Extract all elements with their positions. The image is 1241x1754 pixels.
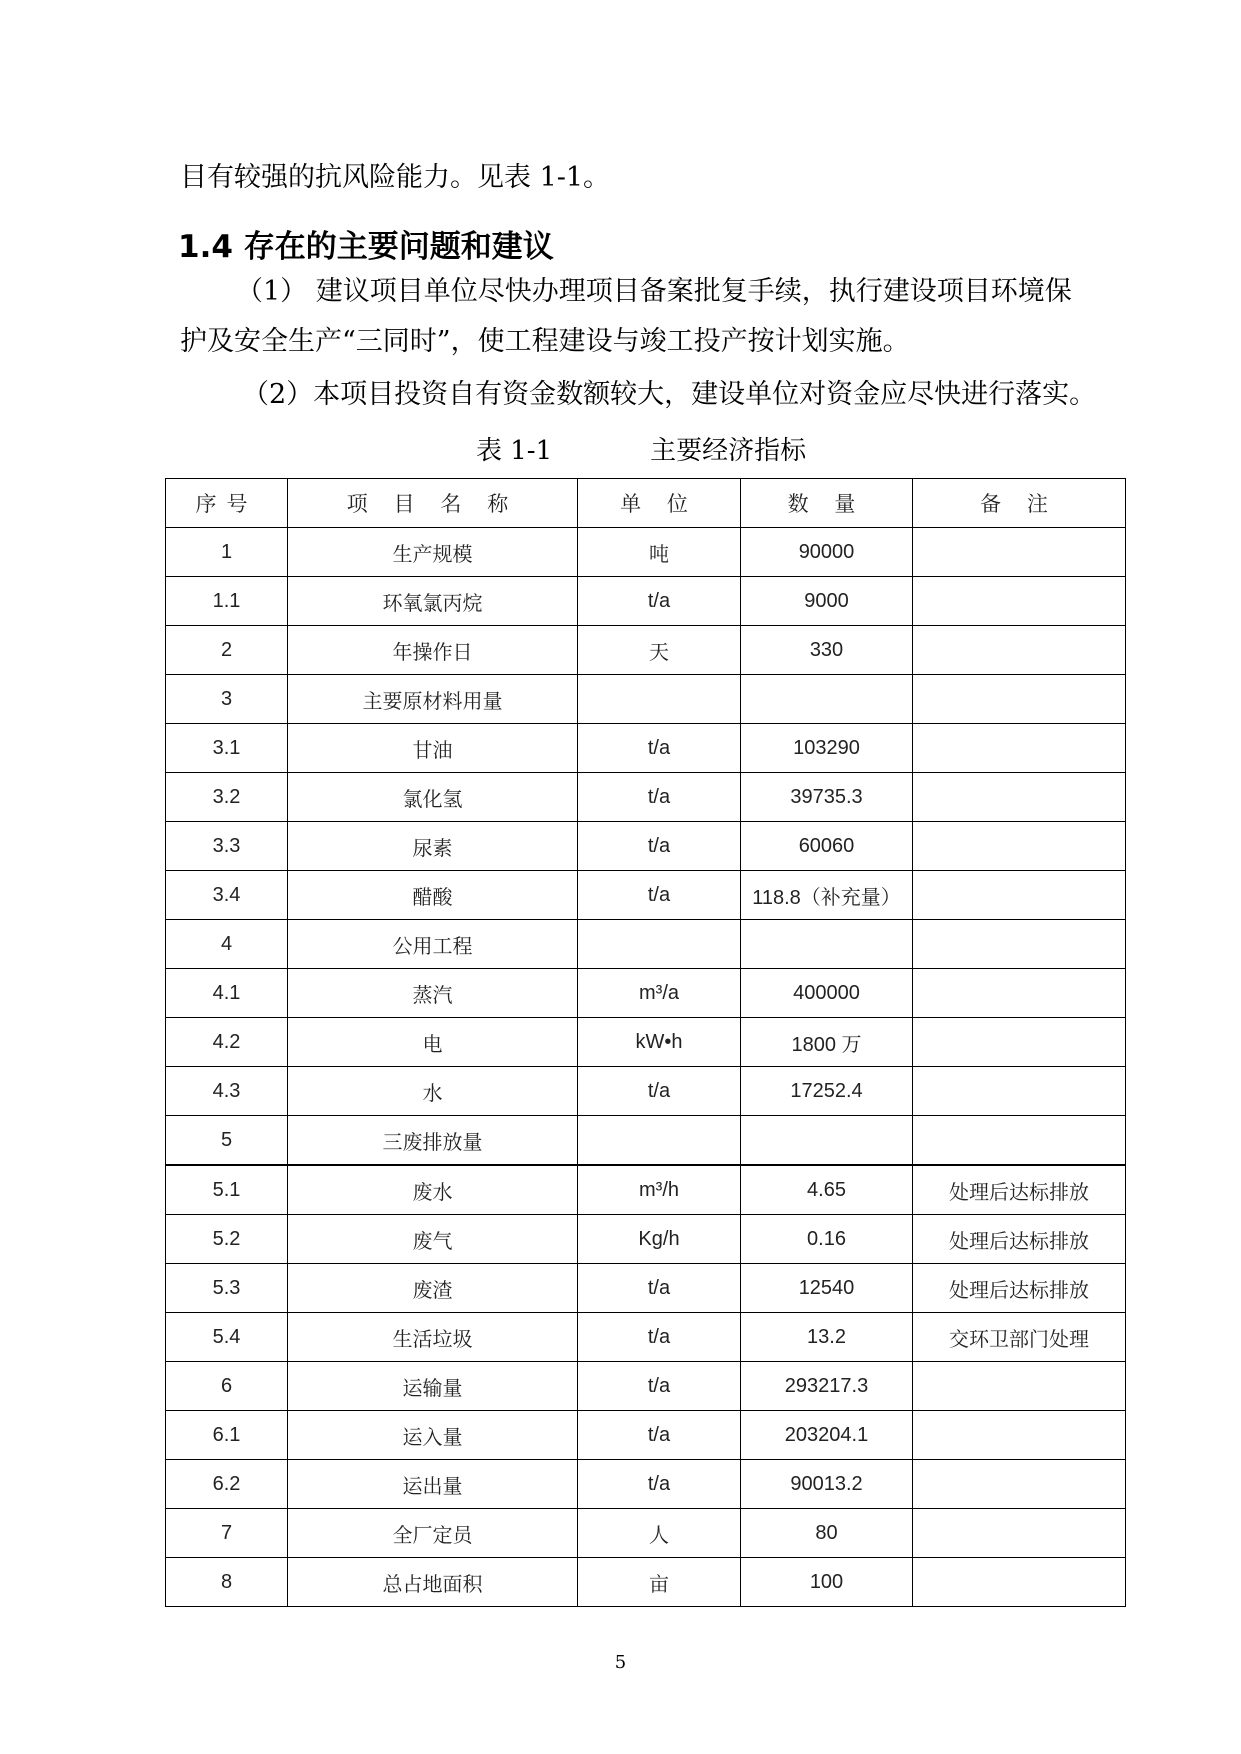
seq-cell: 8 bbox=[166, 1558, 288, 1607]
unit-cell: t/a bbox=[578, 577, 741, 626]
remark-cell bbox=[913, 1362, 1126, 1411]
seq-cell: 4.3 bbox=[166, 1067, 288, 1116]
table-row bbox=[166, 1067, 1126, 1116]
table-row bbox=[166, 577, 1126, 626]
seq-cell: 6.1 bbox=[166, 1411, 288, 1460]
item-name-cell: 生产规模 bbox=[288, 528, 578, 577]
header-cell: 项 目 名 称 bbox=[288, 479, 578, 528]
table-body bbox=[166, 479, 1126, 1607]
item-name-cell: 废水 bbox=[288, 1165, 578, 1215]
unit-cell: 亩 bbox=[578, 1558, 741, 1607]
table-row bbox=[166, 1116, 1126, 1166]
quantity-cell bbox=[741, 920, 913, 969]
item-name-cell: 主要原材料用量 bbox=[288, 675, 578, 724]
quantity-cell: 103290 bbox=[741, 724, 913, 773]
seq-cell: 1 bbox=[166, 528, 288, 577]
intro-paragraph: 目有较强的抗风险能力。见表 1-1。 bbox=[180, 162, 611, 193]
quantity-cell: 293217.3 bbox=[741, 1362, 913, 1411]
unit-cell: t/a bbox=[578, 1411, 741, 1460]
remark-cell bbox=[913, 1460, 1126, 1509]
table-row bbox=[166, 626, 1126, 675]
remark-cell bbox=[913, 1018, 1126, 1067]
seq-cell: 4.1 bbox=[166, 969, 288, 1018]
remark-cell: 处理后达标排放 bbox=[913, 1215, 1126, 1264]
header-cell: 单 位 bbox=[578, 479, 741, 528]
seq-cell: 3.1 bbox=[166, 724, 288, 773]
suggestion-2: （2）本项目投资自有资金数额较大，建设单位对资金应尽快进行落实。 bbox=[242, 379, 1097, 410]
item-name-cell: 甘油 bbox=[288, 724, 578, 773]
seq-cell: 4 bbox=[166, 920, 288, 969]
item-name-cell: 醋酸 bbox=[288, 871, 578, 920]
item-name-cell: 生活垃圾 bbox=[288, 1313, 578, 1362]
table-row bbox=[166, 1018, 1126, 1067]
table-row bbox=[166, 1558, 1126, 1607]
item-name-cell: 三废排放量 bbox=[288, 1116, 578, 1166]
seq-cell: 6.2 bbox=[166, 1460, 288, 1509]
table-row bbox=[166, 1165, 1126, 1215]
remark-cell: 处理后达标排放 bbox=[913, 1264, 1126, 1313]
item-name-cell: 氯化氢 bbox=[288, 773, 578, 822]
quantity-cell: 80 bbox=[741, 1509, 913, 1558]
quantity-cell: 0.16 bbox=[741, 1215, 913, 1264]
item-name-cell: 尿素 bbox=[288, 822, 578, 871]
table-row bbox=[166, 528, 1126, 577]
unit-cell bbox=[578, 675, 741, 724]
seq-cell: 5.1 bbox=[166, 1165, 288, 1215]
unit-cell: m³/a bbox=[578, 969, 741, 1018]
item-name-cell: 环氧氯丙烷 bbox=[288, 577, 578, 626]
seq-cell: 3.4 bbox=[166, 871, 288, 920]
page-number: 5 bbox=[614, 1652, 627, 1673]
unit-cell: m³/h bbox=[578, 1165, 741, 1215]
quantity-cell bbox=[741, 675, 913, 724]
table-header-row bbox=[166, 479, 1126, 528]
item-name-cell: 运出量 bbox=[288, 1460, 578, 1509]
quantity-cell: 90000 bbox=[741, 528, 913, 577]
quantity-cell: 12540 bbox=[741, 1264, 913, 1313]
table-row bbox=[166, 920, 1126, 969]
unit-cell: Kg/h bbox=[578, 1215, 741, 1264]
table-row bbox=[166, 724, 1126, 773]
quantity-cell: 17252.4 bbox=[741, 1067, 913, 1116]
remark-cell: 交环卫部门处理 bbox=[913, 1313, 1126, 1362]
quantity-cell: 9000 bbox=[741, 577, 913, 626]
unit-cell: 天 bbox=[578, 626, 741, 675]
quantity-cell: 39735.3 bbox=[741, 773, 913, 822]
unit-cell: t/a bbox=[578, 1264, 741, 1313]
table-row bbox=[166, 822, 1126, 871]
table-row bbox=[166, 675, 1126, 724]
table-row bbox=[166, 871, 1126, 920]
remark-cell bbox=[913, 675, 1126, 724]
unit-cell: t/a bbox=[578, 724, 741, 773]
table-row bbox=[166, 773, 1126, 822]
quantity-cell: 90013.2 bbox=[741, 1460, 913, 1509]
quantity-cell bbox=[741, 1116, 913, 1166]
seq-cell: 5.4 bbox=[166, 1313, 288, 1362]
quantity-cell: 330 bbox=[741, 626, 913, 675]
quantity-cell: 60060 bbox=[741, 822, 913, 871]
item-name-cell: 全厂定员 bbox=[288, 1509, 578, 1558]
remark-cell bbox=[913, 822, 1126, 871]
seq-cell: 6 bbox=[166, 1362, 288, 1411]
quantity-cell: 400000 bbox=[741, 969, 913, 1018]
seq-cell: 2 bbox=[166, 626, 288, 675]
unit-cell: 吨 bbox=[578, 528, 741, 577]
unit-cell: t/a bbox=[578, 1362, 741, 1411]
table-row bbox=[166, 1215, 1126, 1264]
unit-cell: t/a bbox=[578, 1067, 741, 1116]
unit-cell: t/a bbox=[578, 822, 741, 871]
seq-cell: 7 bbox=[166, 1509, 288, 1558]
item-name-cell: 电 bbox=[288, 1018, 578, 1067]
remark-cell bbox=[913, 1116, 1126, 1166]
suggestion-1-line-1: （1） 建议项目单位尽快办理项目备案批复手续，执行建设项目环境保 bbox=[236, 276, 1072, 307]
table-row bbox=[166, 1460, 1126, 1509]
item-name-cell: 总占地面积 bbox=[288, 1558, 578, 1607]
remark-cell bbox=[913, 528, 1126, 577]
quantity-cell: 118.8（补充量） bbox=[741, 871, 913, 920]
unit-cell: t/a bbox=[578, 773, 741, 822]
table-row bbox=[166, 1362, 1126, 1411]
unit-cell: t/a bbox=[578, 871, 741, 920]
unit-cell bbox=[578, 1116, 741, 1166]
quantity-cell: 13.2 bbox=[741, 1313, 913, 1362]
economic-indicators-table bbox=[165, 478, 1126, 1607]
item-name-cell: 运入量 bbox=[288, 1411, 578, 1460]
unit-cell: t/a bbox=[578, 1460, 741, 1509]
item-name-cell: 年操作日 bbox=[288, 626, 578, 675]
seq-cell: 3.2 bbox=[166, 773, 288, 822]
remark-cell bbox=[913, 626, 1126, 675]
remark-cell bbox=[913, 724, 1126, 773]
remark-cell bbox=[913, 920, 1126, 969]
table-row bbox=[166, 1313, 1126, 1362]
remark-cell bbox=[913, 773, 1126, 822]
quantity-cell: 4.65 bbox=[741, 1165, 913, 1215]
unit-cell: 人 bbox=[578, 1509, 741, 1558]
table-caption-title: 主要经济指标 bbox=[650, 436, 807, 466]
header-cell: 数 量 bbox=[741, 479, 913, 528]
seq-cell: 5.3 bbox=[166, 1264, 288, 1313]
remark-cell bbox=[913, 1509, 1126, 1558]
table-row bbox=[166, 969, 1126, 1018]
remark-cell bbox=[913, 969, 1126, 1018]
table-caption-label: 表 1-1 bbox=[476, 436, 553, 466]
item-name-cell: 水 bbox=[288, 1067, 578, 1116]
table-row bbox=[166, 1509, 1126, 1558]
remark-cell bbox=[913, 1558, 1126, 1607]
remark-cell bbox=[913, 871, 1126, 920]
unit-cell: t/a bbox=[578, 1313, 741, 1362]
suggestion-1-line-2: 护及安全生产“三同时”，使工程建设与竣工投产按计划实施。 bbox=[180, 326, 910, 357]
header-cell: 备 注 bbox=[913, 479, 1126, 528]
remark-cell bbox=[913, 1411, 1126, 1460]
remark-cell: 处理后达标排放 bbox=[913, 1165, 1126, 1215]
header-cell: 序号 bbox=[166, 479, 288, 528]
quantity-cell: 1800 万 bbox=[741, 1018, 913, 1067]
remark-cell bbox=[913, 577, 1126, 626]
seq-cell: 1.1 bbox=[166, 577, 288, 626]
seq-cell: 5 bbox=[166, 1116, 288, 1166]
table-row bbox=[166, 1411, 1126, 1460]
quantity-cell: 100 bbox=[741, 1558, 913, 1607]
unit-cell: kW•h bbox=[578, 1018, 741, 1067]
quantity-cell: 203204.1 bbox=[741, 1411, 913, 1460]
table-row bbox=[166, 1264, 1126, 1313]
seq-cell: 4.2 bbox=[166, 1018, 288, 1067]
section-heading: 1.4 存在的主要问题和建议 bbox=[178, 229, 554, 265]
unit-cell bbox=[578, 920, 741, 969]
item-name-cell: 公用工程 bbox=[288, 920, 578, 969]
item-name-cell: 废渣 bbox=[288, 1264, 578, 1313]
seq-cell: 3.3 bbox=[166, 822, 288, 871]
item-name-cell: 废气 bbox=[288, 1215, 578, 1264]
remark-cell bbox=[913, 1067, 1126, 1116]
seq-cell: 3 bbox=[166, 675, 288, 724]
seq-cell: 5.2 bbox=[166, 1215, 288, 1264]
table-caption bbox=[476, 430, 806, 467]
item-name-cell: 运输量 bbox=[288, 1362, 578, 1411]
item-name-cell: 蒸汽 bbox=[288, 969, 578, 1018]
